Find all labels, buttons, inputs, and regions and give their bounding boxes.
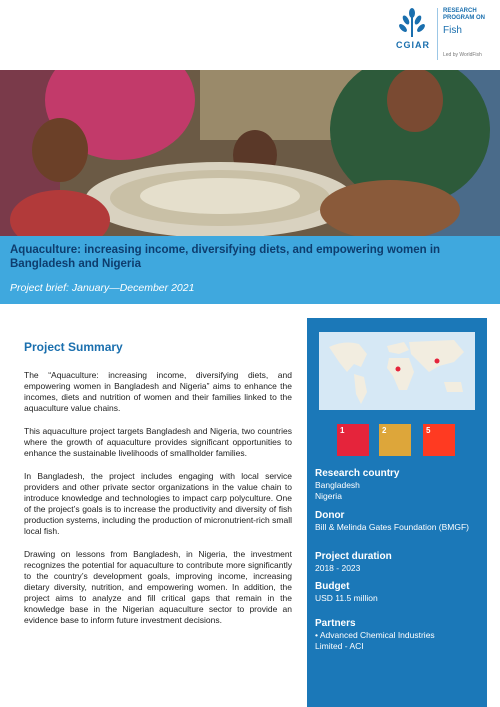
header [0, 0, 500, 70]
research-country-2: Nigeria [315, 491, 342, 501]
donor-value: Bill & Melinda Gates Foundation (BMGF) [315, 522, 470, 532]
sdg-5-icon [423, 424, 455, 456]
budget [315, 581, 485, 604]
wheat-logo-icon [395, 8, 429, 38]
nigeria-marker-icon [396, 367, 401, 372]
project-facts-sidebar [307, 318, 487, 707]
logo-program [443, 8, 497, 22]
donor [315, 510, 485, 533]
partners-value: • Advanced Chemical Industries Limited - ACI [315, 630, 435, 651]
logo-program-line1: RESEARCH [443, 8, 477, 14]
page-subtitle: Project brief: January—December 2021 [10, 282, 195, 294]
donor-heading: Donor [315, 510, 345, 521]
hero-photo-illustration [0, 70, 500, 236]
summary-paragraph: Drawing on lessons from Bangladesh, in Nigeria, the investment recognizes the potential for aquaculture to contribute more significantly to the country’s development goals, improving income, increasing dietary diversity, nutrition, and empowering women. In addition, the project aims to analyze and fill critical gaps that remain in the knowledge base in the Nigerian aquaculture sector to provide an evidence base to inform future investment decisions. [24, 549, 292, 625]
sdg-1-icon [337, 424, 369, 456]
summary-paragraph: The “Aquaculture: increasing income, diversifying diets, and empowering women in Bangladesh and Nigeria” aims to enhance the incomes, diets and nutrition of women and their families linked to the aquaculture value chains. [24, 370, 292, 413]
logo-program-name: Fish [443, 25, 462, 36]
page-title: Aquaculture: increasing income, diversifying diets, and empowering women in Bangladesh and Nigeria [10, 244, 441, 270]
research-country-heading: Research country [315, 468, 400, 479]
summary-heading: Project Summary [24, 340, 123, 354]
logo-led-by: Led by WorldFish [443, 52, 482, 58]
duration-heading: Project duration [315, 551, 392, 562]
research-country [315, 468, 485, 502]
budget-heading: Budget [315, 581, 350, 592]
project-summary [24, 340, 292, 638]
summary-paragraph: This aquaculture project targets Bangladesh and Nigeria, two countries where the growth of aquaculture provides significant opportunities to enhance the sustainable livelihoods of smallholder families. [24, 426, 292, 458]
logo-divider [437, 8, 438, 60]
world-map-illustration [319, 332, 475, 410]
partners [315, 618, 485, 652]
partners-heading: Partners [315, 618, 356, 629]
sdg-5-number: 5 [426, 426, 431, 435]
logo-org: CGIAR [396, 40, 430, 50]
sdg-2-icon [379, 424, 411, 456]
project-duration [315, 551, 485, 574]
world-map [319, 332, 475, 410]
sdg-2-number: 2 [382, 426, 387, 435]
summary-paragraph: In Bangladesh, the project includes engaging with local service providers and other private sector organizations in the value chain to introduce knowledge and technologies to impact carp polyculture. One of the project’s goals is to increase the productivity and diversity of fish production systems, including the production of micronutrient-rich small local fish. [24, 471, 292, 536]
bangladesh-marker-icon [435, 359, 440, 364]
sdg-1-number: 1 [340, 426, 345, 435]
research-country-1: Bangladesh [315, 480, 360, 490]
logo-program-line2: PROGRAM ON [443, 15, 485, 21]
hero-photo [0, 70, 500, 236]
budget-value: USD 11.5 million [315, 593, 378, 603]
duration-value: 2018 - 2023 [315, 563, 361, 573]
cgiar-fish-logo [387, 8, 495, 66]
sdg-icons [337, 424, 467, 458]
